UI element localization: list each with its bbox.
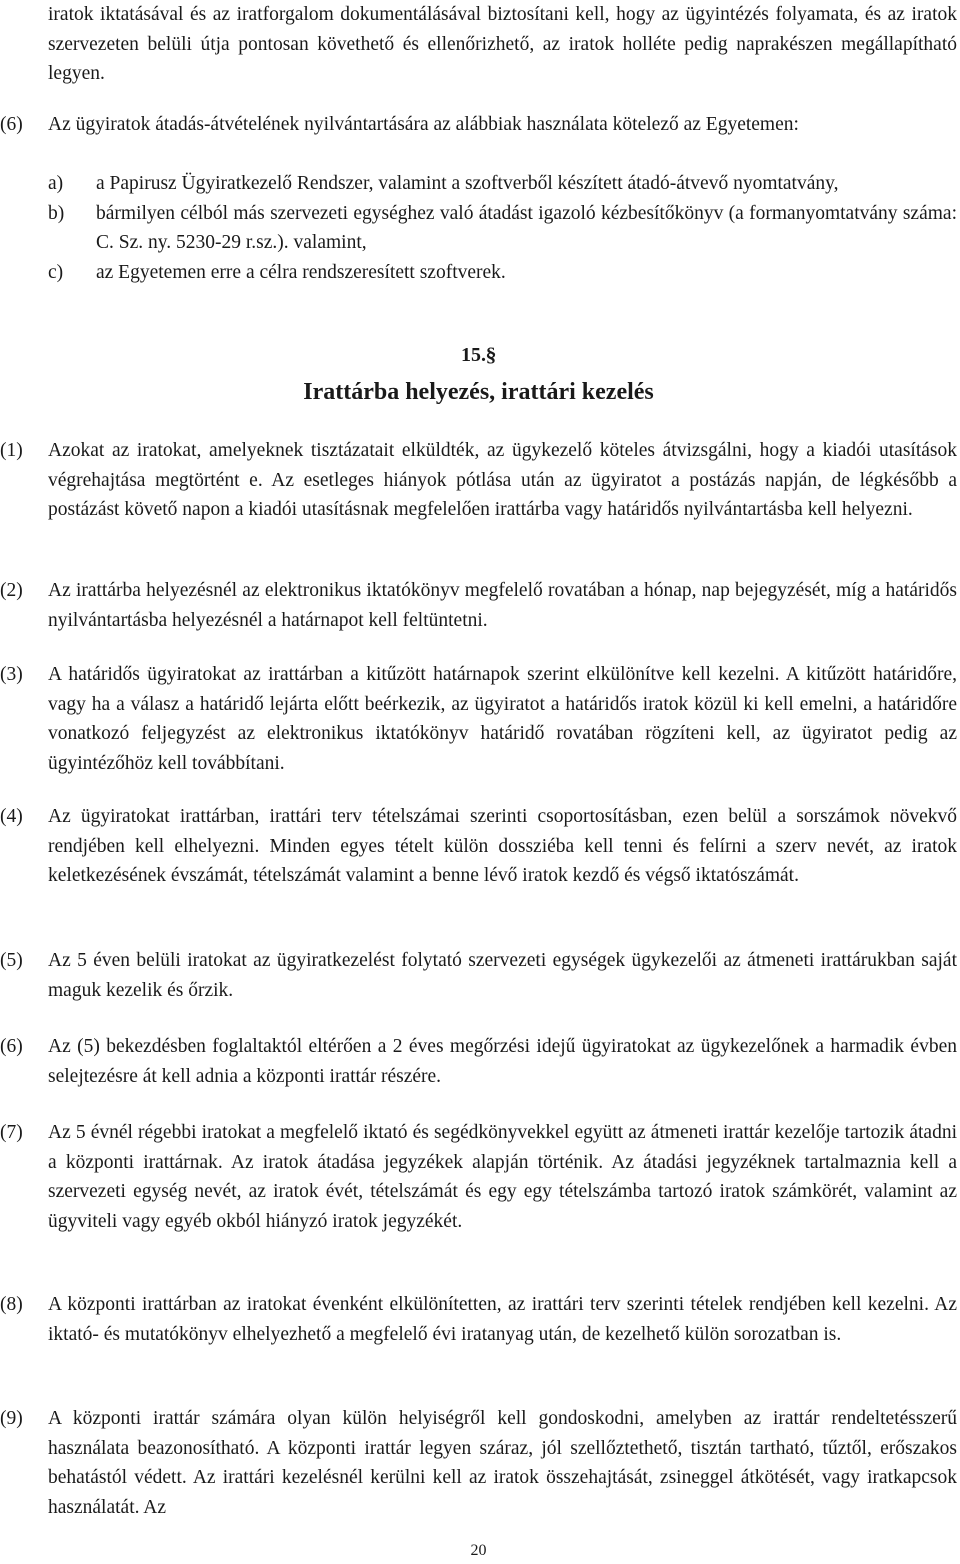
transfer-register-list (48, 169, 957, 287)
paragraph-number: (1) (0, 440, 23, 461)
paragraph-text: Az ügyiratok átadás-átvételének nyilvántartására az alábbiak használata kötelező az Egyetemen: (48, 114, 799, 135)
paragraph-3 (0, 660, 957, 778)
paragraph-number: (4) (0, 806, 23, 827)
paragraph-5 (0, 946, 957, 1005)
page-number: 20 (470, 1542, 487, 1559)
paragraph-number: (9) (0, 1408, 23, 1429)
paragraph-text: A központi irattár számára olyan külön helyiségről kell gondoskodni, amelyben az irattár rendeltetésszerű használata beazonosítható. A központi irattár legyen száraz, jól szellőztethető, tisztán tartható, tűztől, erőszakos behatástól védett. Az irattári kezelésnél kerülni kell az iratok összehajtását, zsineggel átkötését, vagy iratkapcsok használatát. Az (48, 1408, 957, 1518)
paragraph-9 (0, 1404, 957, 1522)
paragraph-number: (2) (0, 580, 23, 601)
paragraph-text: Az 5 éven belüli iratokat az ügyiratkezelést folytató szervezeti egységek ügykezelői az átmeneti irattárukban saját maguk kezelik és őrzik. (48, 950, 957, 1001)
paragraph-number: (8) (0, 1294, 23, 1315)
paragraph-text: Az ügyiratokat irattárban, irattári terv tételszámai szerinti csoportosításban, ezen belül a sorszámok növekvő rendjében kell elhelyezni. Minden egyes tételt külön dossziéba kell tenni és felírni a szerv nevét, az iratok keletkezésének évszámát, tételszámát valamint a benne lévő iratok kezdő és végső iktatószámát. (48, 806, 957, 887)
paragraph-6 (0, 1032, 957, 1091)
paragraph-text: Az (5) bekezdésben foglaltaktól eltérően a 2 éves megőrzési idejű ügyiratokat az ügykezelőnek a harmadik évben selejtezésre át kell adnia a központi irattár részére. (48, 1036, 957, 1087)
intro-paragraph (48, 0, 957, 89)
paragraph-6-top (0, 110, 957, 140)
paragraph-number: (7) (0, 1122, 23, 1143)
list-item-letter: a) (48, 173, 64, 194)
paragraph-number: (6) (0, 1036, 23, 1057)
paragraph-number: (6) (0, 114, 23, 135)
paragraph-4 (0, 802, 957, 891)
list-item-text: az Egyetemen erre a célra rendszeresített szoftverek. (96, 261, 506, 283)
section-title: Irattárba helyezés, irattári kezelés (303, 379, 654, 405)
list-item-letter: c) (48, 261, 64, 283)
paragraph-text: Azokat az iratokat, amelyeknek tisztázatait elküldték, az ügykezelő köteles átvizsgálni, hogy a kiadói utasítások végrehajtása megtörtént e. Az esetleges hiányok pótlása után az ügyiratot a postázás napján, de légkésőbb a postázást követő napon a kiadói utasításnak megfelelően irattárba vagy határidős nyilvántartásba kell helyezni. (48, 440, 957, 521)
list-item-text: bármilyen célból más szervezeti egységhez való átadást igazoló kézbesítőkönyv (a formanyomtatvány száma: C. Sz. ny. 5230-29 r.sz.). valamint, (96, 202, 957, 254)
paragraph-text: Az irattárba helyezésnél az elektronikus iktatókönyv megfelelő rovatában a hónap, nap bejegyzését, míg a határidős nyilvántartásba helyezésnél a határnapot kell feltüntetni. (48, 580, 957, 631)
list-item (48, 258, 957, 288)
section-number (0, 340, 957, 370)
list-item-letter: b) (48, 202, 65, 224)
list-item (48, 199, 957, 258)
paragraph-text: A határidős ügyiratokat az irattárban a kitűzött határnapok szerint elkülönítve kell kezelni. A kitűzött határidőre, vagy ha a válasz a határidő lejárta előtt beérkezik, az ügyiratot a határidős iratok közül ki kell emelni, a határidőre vonatkozó feljegyzést az elektronikus iktatókönyv határidő rovatában rögzíteni kell, az ügyiratot pedig az ügyintézőhöz kell továbbítani. (48, 664, 957, 774)
paragraph-text: Az 5 évnél régebbi iratokat a megfelelő iktató és segédkönyvekkel együtt az átmeneti irattár kezelője tartozik átadni a központi irattárnak. Az iratok átadása jegyzékek alapján történik. Az átadási jegyzéknek tartalmaznia kell a szervezeti egység nevét, az iratok évét, tételszámát és egy egy tételszámba tartozó iratok számkörét, valamint az ügyviteli vagy egyéb okból hiányzó iratok jegyzékét. (48, 1122, 957, 1232)
section-sign: § (485, 344, 497, 366)
paragraph-text: A központi irattárban az iratokat évenként elkülönítetten, az irattári terv szerinti tételek rendjében kell kezelni. Az iktató- és mutatókönyv elhelyezhető a megfelelő évi iratanyag után, de kezelhető külön sorozatban is. (48, 1294, 957, 1345)
list-item-text: a Papirusz Ügyiratkezelő Rendszer, valamint a szoftverből készített átadó-átvevő nyomtatvány, (96, 173, 839, 194)
paragraph-number: (3) (0, 664, 23, 685)
paragraph-7 (0, 1118, 957, 1236)
paragraph-2 (0, 576, 957, 635)
paragraph-1 (0, 436, 957, 525)
section-number-text: 15. (461, 344, 486, 366)
paragraph-8 (0, 1290, 957, 1349)
intro-text: iratok iktatásával és az iratforgalom dokumentálásával biztosítani kell, hogy az ügyintézés folyamata, és az iratok szervezeten belüli útja pontosan követhető és ellenőrizhető, az iratok holléte pedig naprakészen megállapítható legyen. (48, 4, 957, 85)
paragraph-number: (5) (0, 950, 23, 971)
list-item (48, 169, 957, 199)
